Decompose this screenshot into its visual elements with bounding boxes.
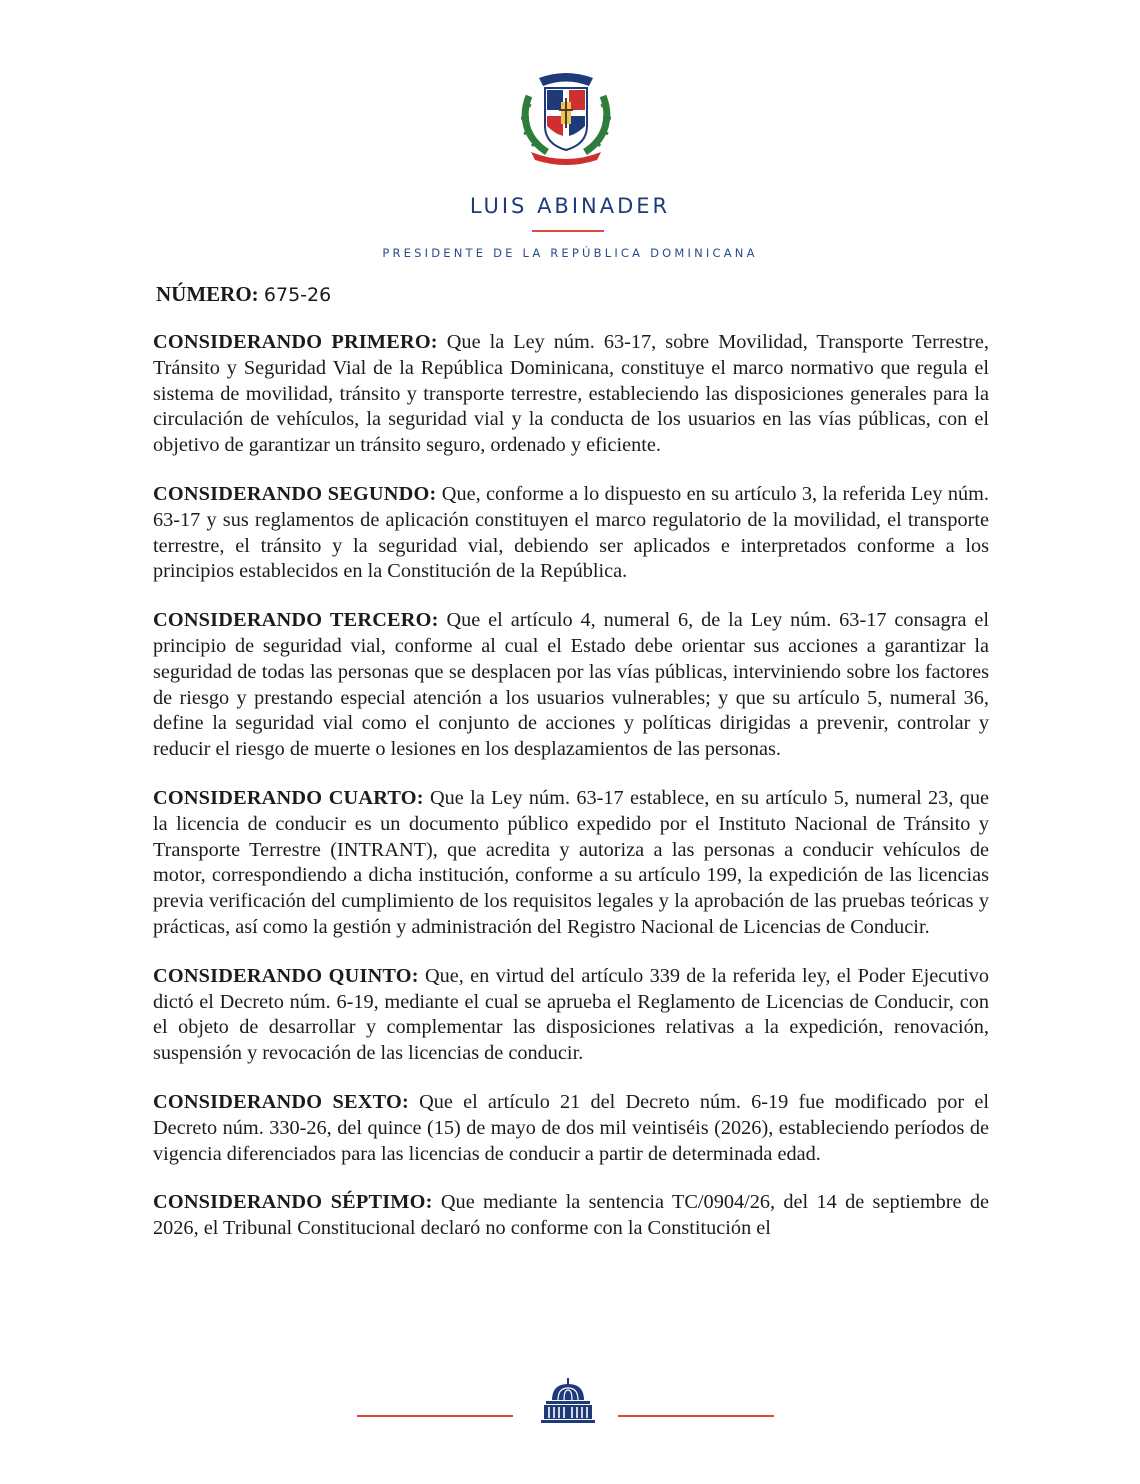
- paragraph-lead: CONSIDERANDO SEGUNDO:: [153, 482, 437, 505]
- paragraph-lead: CONSIDERANDO QUINTO:: [153, 964, 419, 987]
- paragraph-considerando-primero: [153, 330, 989, 459]
- president-title: PRESIDENTE DE LA REPÚBLICA DOMINICANA: [382, 246, 758, 260]
- coat-of-arms-icon: [517, 66, 615, 166]
- paragraph-text: Que, conforme a lo dispuesto en su artículo 3, la referida Ley núm. 63-17 y sus reglamentos de aplicación constituyen el marco regulatorio de la movilidad, el transporte terrestre, el tránsito y la seguridad vial, debiendo ser aplicados e interpretados conforme a los principios establecidos en la Constitución de la República.: [153, 482, 989, 583]
- paragraph-considerando-sexto: [153, 1090, 989, 1167]
- number-value: 675-26: [263, 284, 332, 306]
- paragraph-lead: CONSIDERANDO CUARTO:: [153, 786, 424, 809]
- paragraph-considerando-septimo: [153, 1190, 989, 1242]
- paragraph-considerando-cuarto: [153, 786, 989, 941]
- paragraph-text: Que mediante la sentencia TC/0904/26, del 14 de septiembre de 2026, el Tribunal Constitucional declaró no conforme con la Constitución el: [153, 1191, 989, 1240]
- paragraph-text: Que el artículo 4, numeral 6, de la Ley núm. 63-17 consagra el principio de seguridad vial, conforme al cual el Estado debe orientar sus acciones a garantizar la seguridad de todas las personas que se desplacen por las vías públicas, interviniendo sobre los factores de riesgo y prestando especial atención a los usuarios vulnerables; y que su artículo 5, numeral 36, define la seguridad vial como el conjunto de acciones y políticas dirigidas a prevenir, controlar y reducir el riesgo de muerte o lesiones en los desplazamientos de las personas.: [153, 609, 989, 761]
- paragraph-text: Que la Ley núm. 63-17 establece, en su artículo 5, numeral 23, que la licencia de conducir es un documento público expedido por el Instituto Nacional de Tránsito y Transporte Terrestre (INTRANT), que acredita y autoriza a las personas a conducir vehículos de motor, correspondiendo a dicha institución, conforme a su artículo 199, la expedición de las licencias previa verificación del cumplimiento de los requisitos legales y la aprobación de las pruebas teóricas y prácticas, así como la gestión y administración del Registro Nacional de Licencias de Conducir.: [153, 786, 989, 938]
- paragraph-lead: CONSIDERANDO PRIMERO:: [153, 331, 438, 353]
- paragraph-considerando-tercero: [153, 608, 989, 763]
- document-body: [153, 330, 989, 1265]
- paragraph-lead: CONSIDERANDO SÉPTIMO:: [153, 1191, 433, 1214]
- paragraph-lead: CONSIDERANDO SEXTO:: [153, 1090, 409, 1113]
- paragraph-text: Que, en virtud del artículo 339 de la referida ley, el Poder Ejecutivo dictó el Decreto núm. 6-19, mediante el cual se aprueba el Reglamento de Licencias de Conducir, con el objeto de desarrollar y complementar las disposiciones relativas a la expedición, renovación, suspensión y revocación de las licencias de conducir.: [153, 964, 989, 1065]
- name-underline: [532, 230, 604, 232]
- paragraph-considerando-quinto: [153, 964, 989, 1067]
- paragraph-text: Que el artículo 21 del Decreto núm. 6-19 fue modificado por el Decreto núm. 330-26, del quince (15) de mayo de dos mil veintiséis (2026), estableciendo períodos de vigencia diferenciados para las licencias de conducir a partir de determinada edad.: [153, 1090, 989, 1165]
- paragraph-lead: CONSIDERANDO TERCERO:: [153, 609, 439, 632]
- president-name: LUIS ABINADER: [469, 194, 671, 218]
- document-number: [156, 282, 331, 307]
- paragraph-text: Que la Ley núm. 63-17, sobre Movilidad, Transporte Terrestre, Tránsito y Seguridad Vial de la República Dominicana, constituye el marco normativo que regula el sistema de movilidad, tránsito y transporte terrestre, estableciendo las disposiciones generales para la circulación de vehículos, la seguridad vial y la conducta de los usuarios en las vías públicas, con el objetivo de garantizar un tránsito seguro, ordenado y eficiente.: [153, 331, 990, 457]
- number-label: NÚMERO:: [156, 282, 259, 306]
- palace-dome-icon: [538, 1374, 598, 1426]
- footer-line-right: [618, 1415, 774, 1417]
- paragraph-considerando-segundo: [153, 482, 989, 585]
- footer-line-left: [357, 1415, 513, 1417]
